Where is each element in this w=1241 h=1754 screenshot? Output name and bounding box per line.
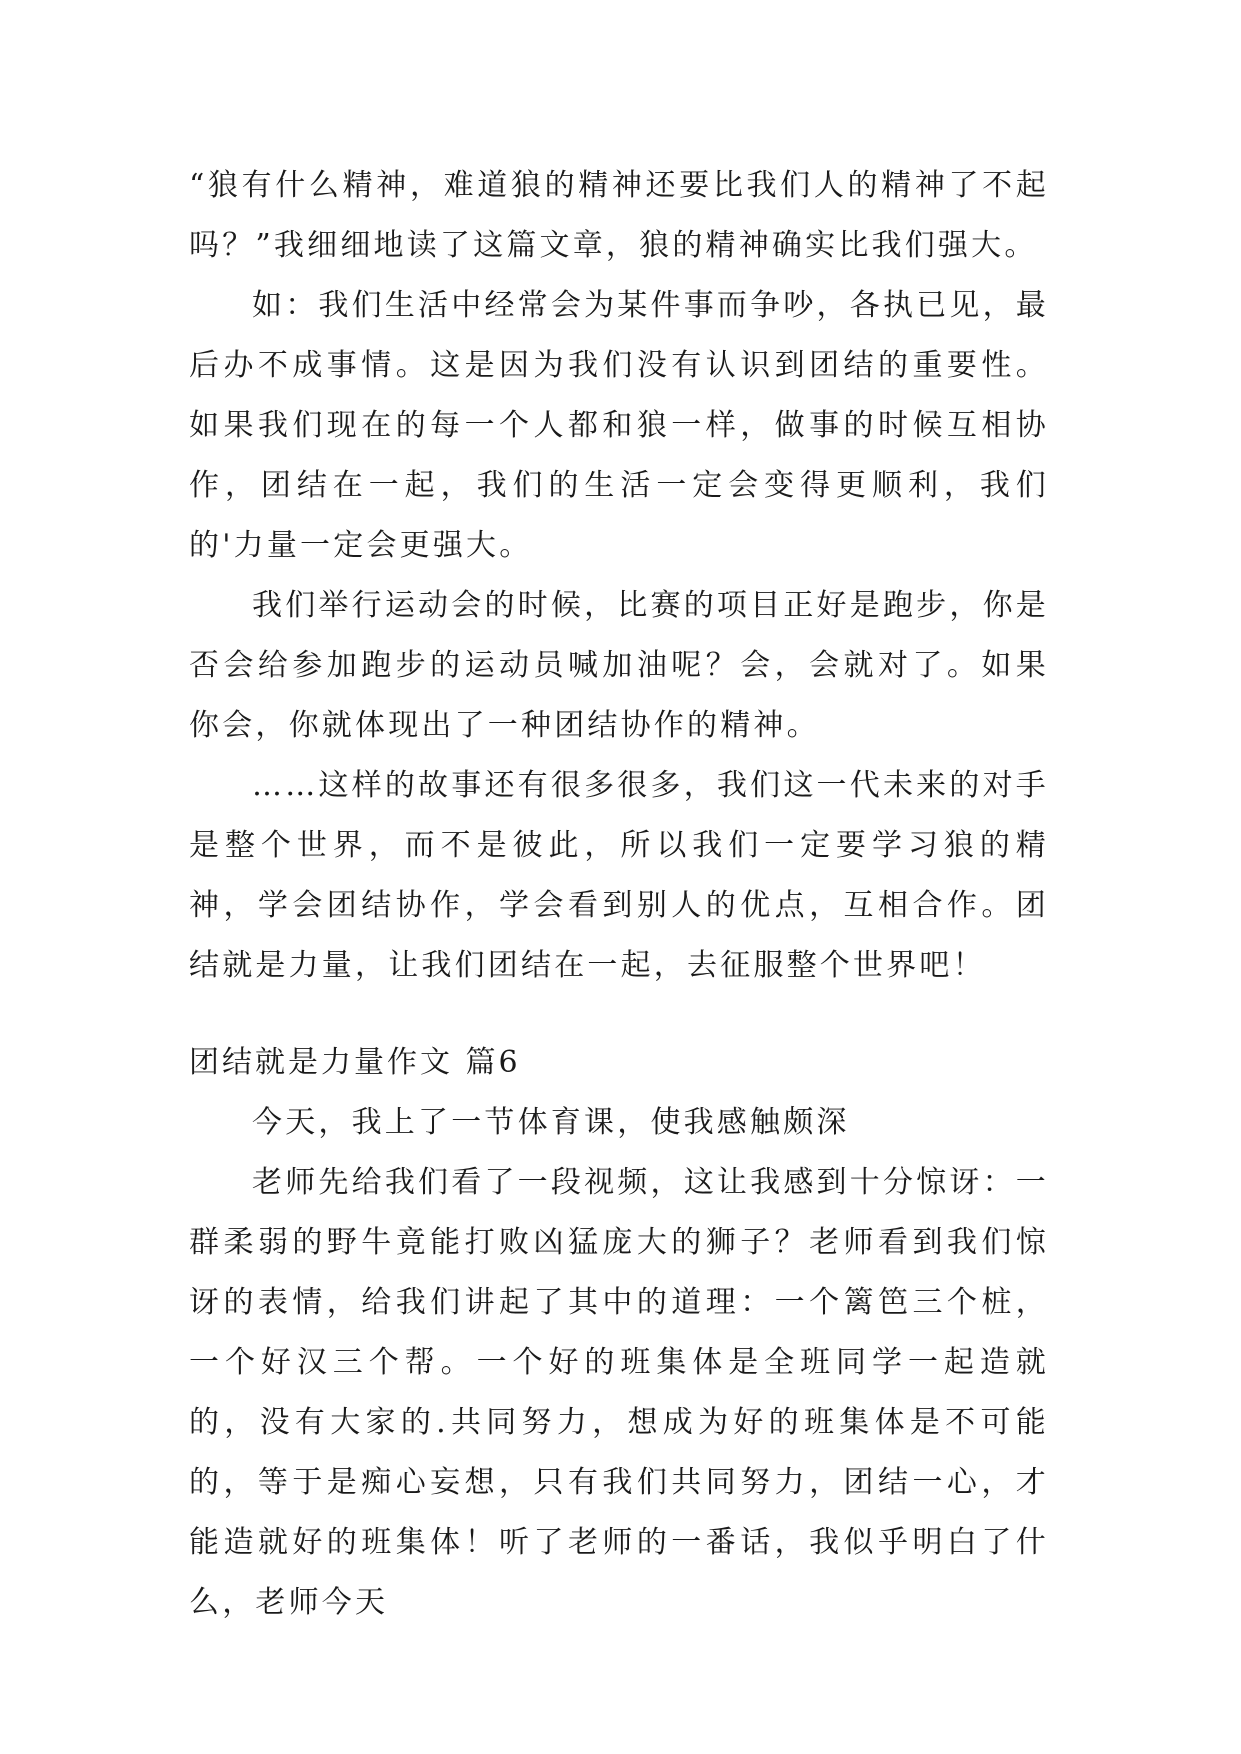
paragraph-wolf-spirit: “狼有什么精神，难道狼的精神还要比我们人的精神了不起吗？”我细细地读了这篇文章，狼的精神确实比我们强大。 (189, 168, 1049, 263)
paragraph-unity-importance: 如：我们生活中经常会为某件事而争吵，各执已见，最后办不成事情。这是因为我们没有认识到团结的重要性。如果我们现在的每一个人都和狼一样，做事的时候互相协作，团结在一起，我们的生活一定会变得更顺利，我们的'力量一定会更强大。 (189, 288, 1049, 563)
essay-section-6 (189, 1033, 1049, 1633)
paragraph-conclusion: ……这样的故事还有很多很多，我们这一代未来的对手是整个世界，而不是彼此，所以我们一定要学习狼的精神，学会团结协作，学会看到别人的优点，互相合作。团结就是力量，让我们团结在一起，去征服整个世界吧！ (189, 768, 1049, 983)
essay-section-continued (189, 156, 1049, 996)
paragraph-pe-class: 今天，我上了一节体育课，使我感触颇深 (252, 1105, 850, 1140)
paragraph-sports-meet: 我们举行运动会的时候，比赛的项目正好是跑步，你是否会给参加跑步的运动员喊加油呢？会，会就对了。如果你会，你就体现出了一种团结协作的精神。 (189, 588, 1049, 743)
paragraph-teacher-video: 老师先给我们看了一段视频，这让我感到十分惊讶：一群柔弱的野牛竟能打败凶猛庞大的狮子？老师看到我们惊讶的表情，给我们讲起了其中的道理：一个篱笆三个桩，一个好汉三个帮。一个好的班集体是全班同学一起造就的，没有大家的.共同努力，想成为好的班集体是不可能的，等于是痴心妄想，只有我们共同努力，团结一心，才能造就好的班集体！听了老师的一番话，我似乎明白了什么，老师今天 (189, 1165, 1049, 1620)
essay-heading: 团结就是力量作文 篇6 (189, 1045, 521, 1080)
